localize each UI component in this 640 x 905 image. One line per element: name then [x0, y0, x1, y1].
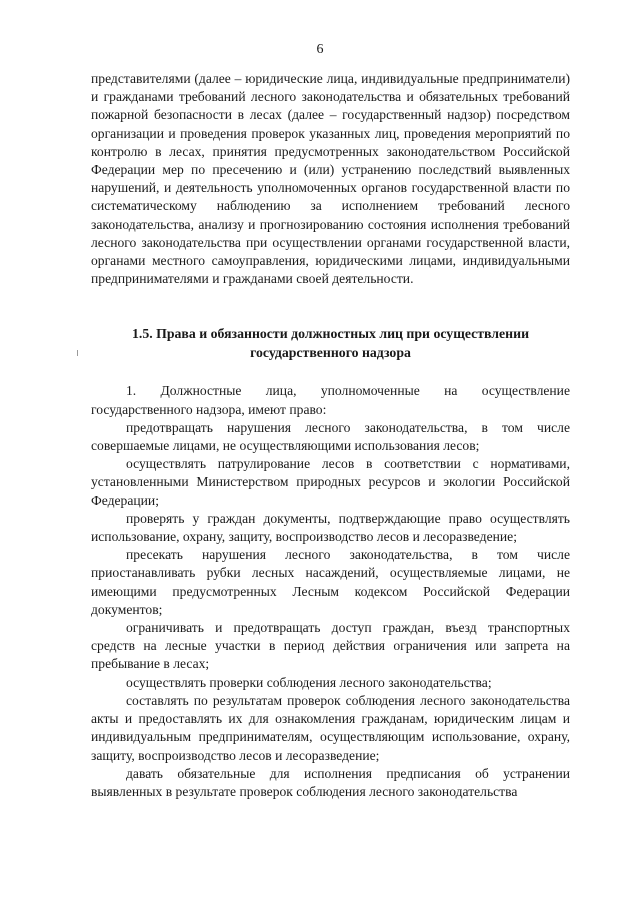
section-heading-line-1: 1.5. Права и обязанности должностных лиц при осуществлении [131, 326, 530, 342]
paragraph-right-stop-violations: пресекать нарушения лесного законодательства, в том числе приостанавливать рубки лесных насаждений, осуществляемые лицами, не имеющими предусмотренных Лесным кодексом Российской Федерации документов; [91, 547, 570, 617]
paragraph-rights-intro: 1. Должностные лица, уполномоченные на осуществление государственного надзора, имеют право: [91, 383, 570, 417]
paragraph-right-orders: давать обязательные для исполнения предписания об устранении выявленных в результате проверок соблюдения лесного законодательства [91, 765, 570, 799]
paragraph-right-patrol: осуществлять патрулирование лесов в соответствии с нормативами, установленными Министерством природных ресурсов и экологии Российской Федерации; [91, 456, 570, 508]
paragraph-right-inspections: осуществлять проверки соблюдения лесного законодательства; [126, 674, 492, 690]
margin-mark [77, 350, 78, 356]
paragraph-right-restrict-access: ограничивать и предотвращать доступ граждан, въезд транспортных средств на лесные участки в период действия ограничения или запрета на пребывание в лесах; [91, 620, 570, 672]
section-heading-line-2: государственного надзора [250, 344, 411, 360]
section-heading [91, 325, 570, 362]
paragraph-right-prevent: предотвращать нарушения лесного законодательства, в том числе совершаемые лицами, не осуществляющими использования лесов; [91, 419, 570, 454]
paragraph-right-check-documents: проверять у граждан документы, подтверждающие право осуществлять использование, охрану, защиту, воспроизводство лесов и лесоразведение; [91, 510, 570, 545]
page-number: 6 [316, 42, 324, 57]
paragraph-right-acts: составлять по результатам проверок соблюдения лесного законодательства акты и предоставлять их для ознакомления гражданам, юридическим лицам и индивидуальным предпринимателям, осуществляющим использование, охрану, защиту, воспроизводство лесов и лесоразведение; [91, 692, 570, 763]
intro-paragraph: представителями (далее – юридические лица, индивидуальные предприниматели) и гражданами требований лесного законодательства и обязательных требований пожарной безопасности в лесах (далее – государственный надзор) посредством организации и проведения проверок указанных лиц, проведения мероприятий по контролю в лесах, принятия предусмотренных законодательством Российской Федерации мер по пресечению и (или) устранению последствий выявленных нарушений, и деятельность уполномоченных органов государственной власти по систематическому наблюдению за исполнением требований лесного законодательства, анализу и прогнозированию состояния исполнения требований лесного законодательства при осуществлении органами государственной власти, органами местного самоуправления, юридическими лицами, индивидуальными предпринимателями и гражданами своей деятельности. [91, 71, 570, 287]
page-body [91, 70, 570, 801]
